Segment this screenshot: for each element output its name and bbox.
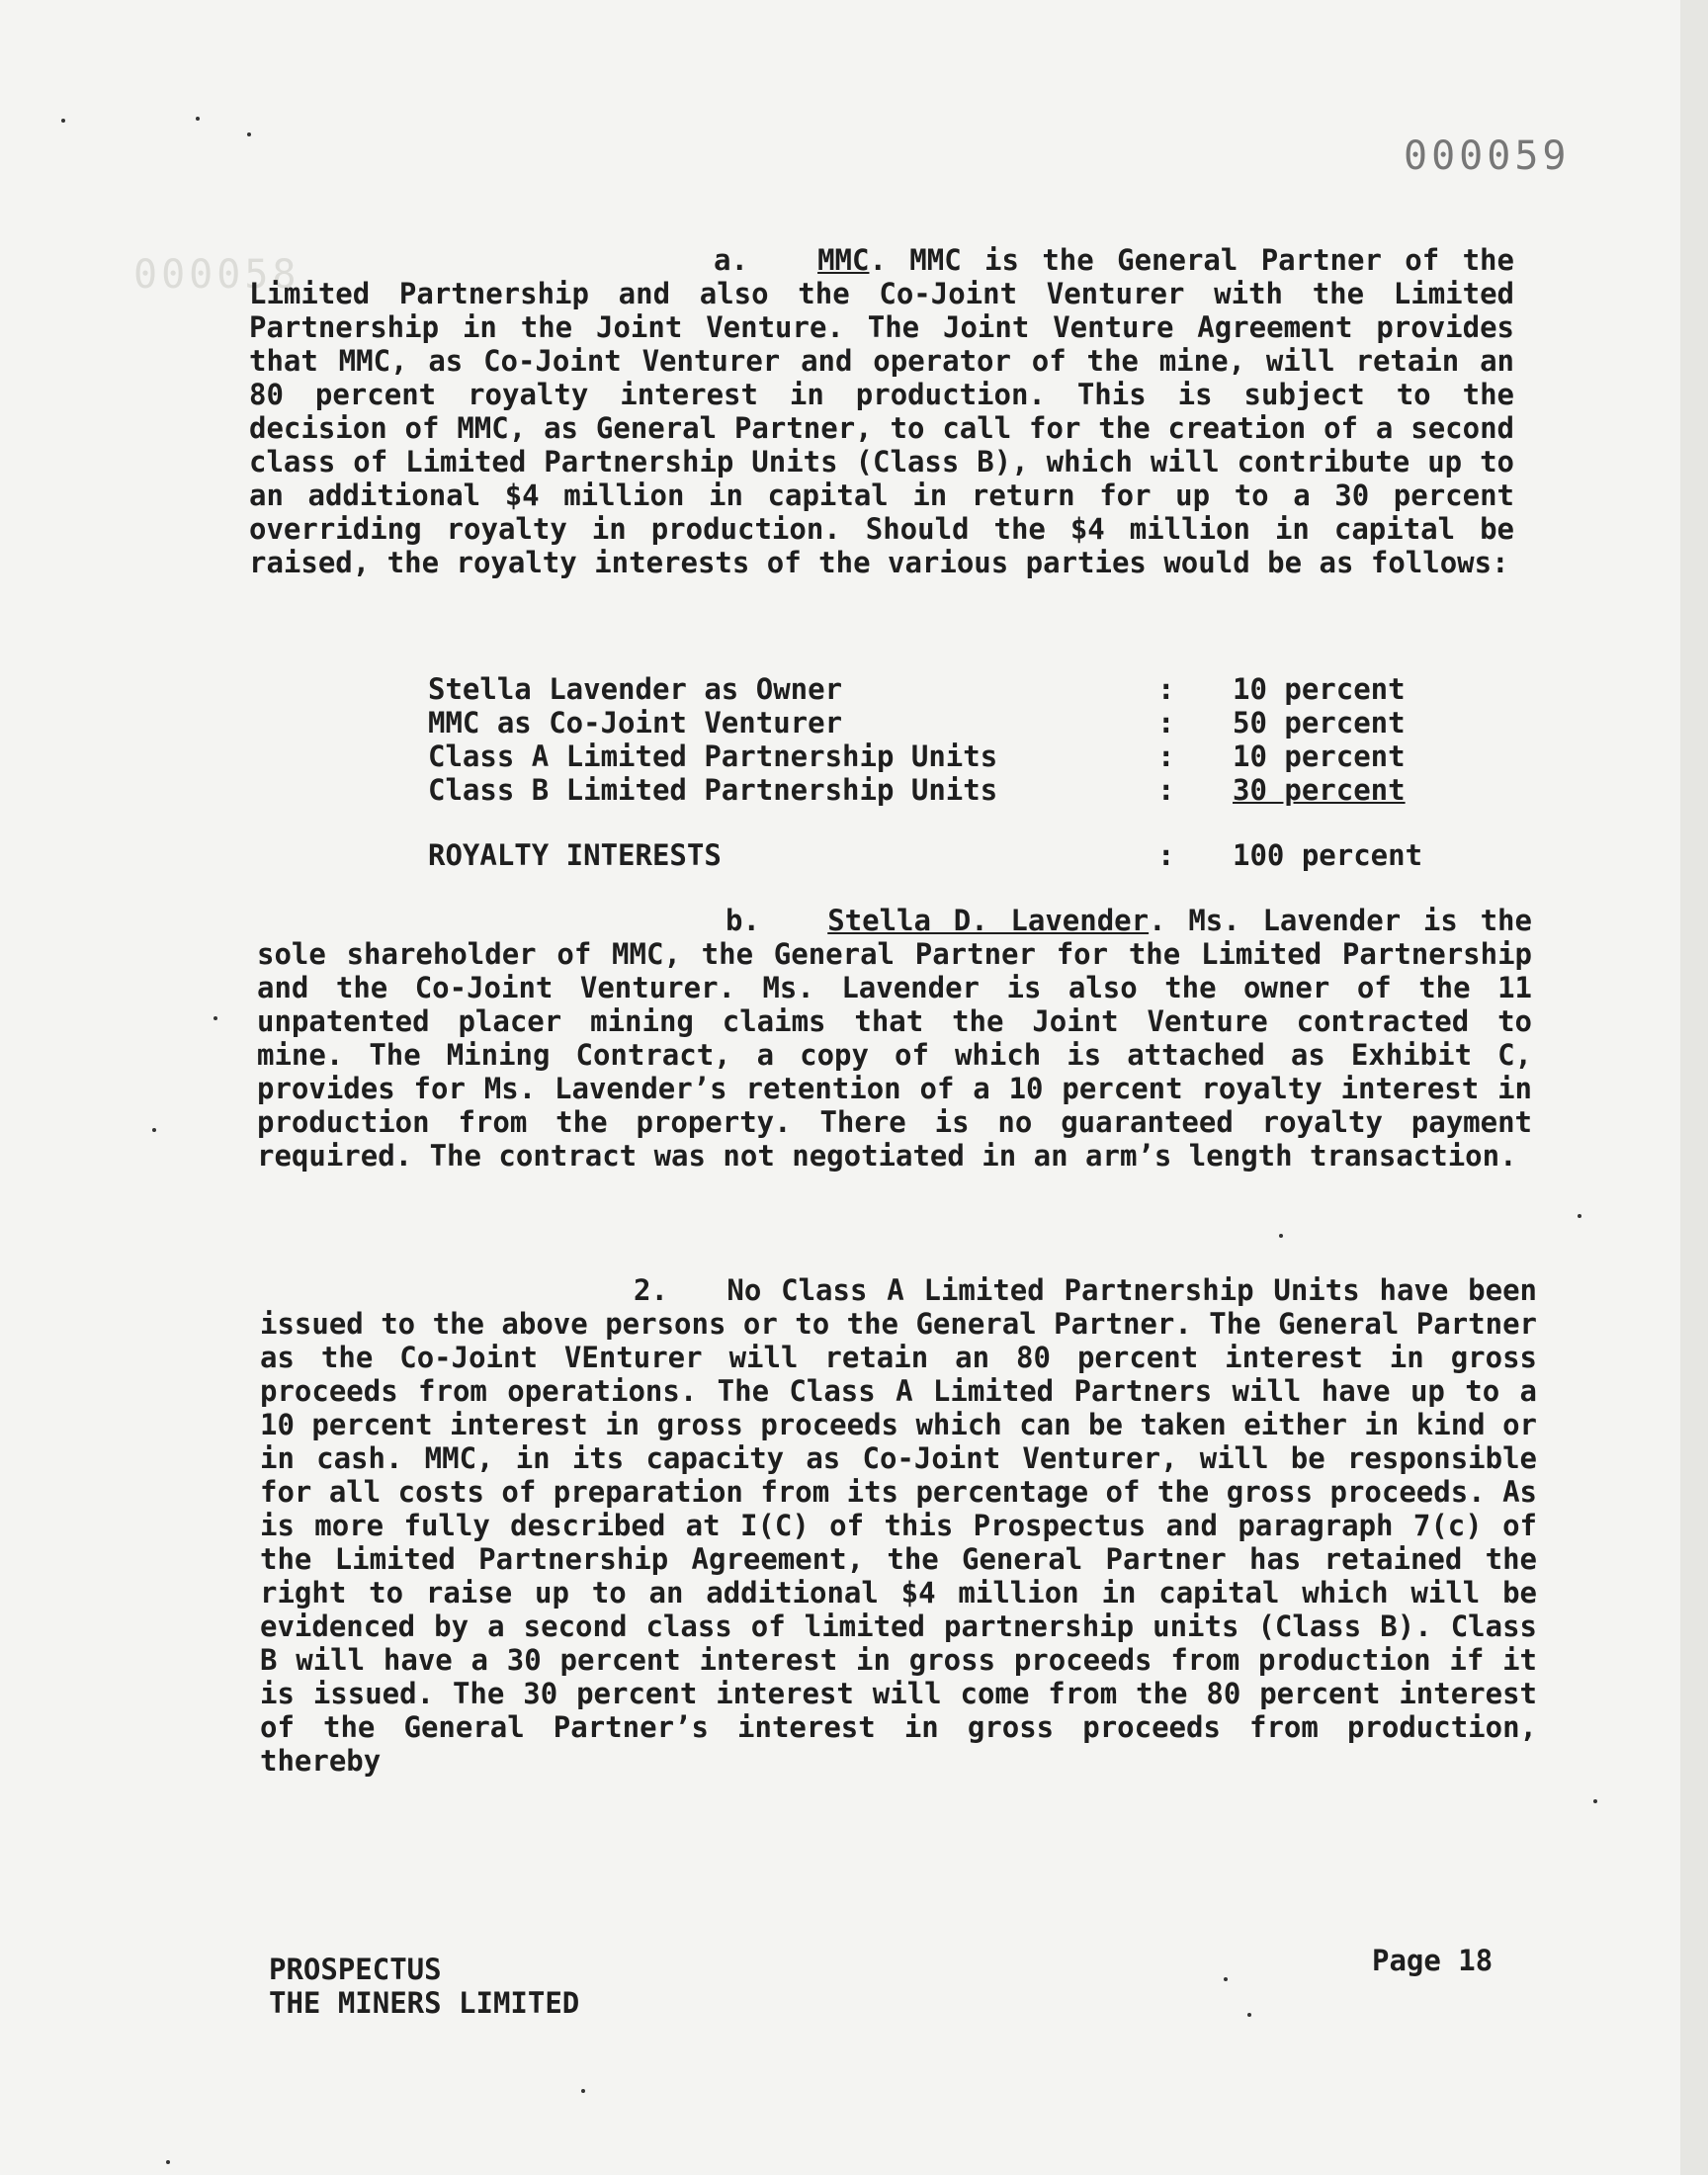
scan-speck [61,119,65,123]
scan-speck [214,1016,217,1020]
paragraph-2-label: 2. [634,1273,668,1307]
bates-number: 000059 [1404,133,1571,179]
scan-speck [166,2160,170,2164]
scan-edge [1680,0,1708,2175]
paragraph-a-heading: MMC [817,243,870,277]
row-value: 50 percent [1233,706,1406,740]
row-separator: : [1157,773,1175,807]
paragraph-b [257,904,1532,1173]
footer-line-1: PROSPECTUS [269,1953,442,1986]
paragraph-b-text: . Ms. Lavender is the sole shareholder of MMC, the General Partner for the Limited Partnership and the Co-Joint Venturer. Ms. Lavender is also the owner of the 11 unpatented placer mining claims that the Joint Venture contracted to mine. The Mining Contract, a copy of which is attached as Exhibit C, provides for Ms. Lavender’s retention of a 10 percent royalty interest in production from the property. There is no guaranteed royalty payment required. The contract was not negotiated in an arm’s length transaction. [257,904,1532,1173]
table-row [428,672,1456,706]
row-value: 10 percent [1233,672,1406,706]
scan-speck [1593,1799,1597,1803]
paragraph-b-label: b. [726,904,760,937]
total-value: 100 percent [1233,838,1423,872]
row-label: Class B Limited Partnership Units [428,773,998,807]
row-value: 30 percent [1233,773,1406,807]
scan-speck [1279,1234,1283,1238]
bleed-through-number: 000058 [133,252,300,298]
scan-speck [1247,2013,1251,2017]
row-separator: : [1157,838,1175,872]
row-separator: : [1157,740,1175,773]
scan-speck [1578,1214,1581,1218]
total-label: ROYALTY INTERESTS [428,838,722,872]
page-number: Page 18 [1372,1944,1494,1977]
scan-speck [152,1128,156,1132]
paragraph-2-text: No Class A Limited Partnership Units have been issued to the above persons or to the General Partner. The General Partner as the Co-Joint VEnturer will retain an 80 percent interest in gross proceeds from operations. The Class A Limited Partners will have up to a 10 percent interest in gross proceeds which can be taken either in kind or in cash. MMC, in its capacity as Co-Joint Venturer, will be responsible for all costs of preparation from its percentage of the gross proceeds. As is more fully described at I(C) of this Prospectus and paragraph 7(c) of the Limited Partnership Agreement, the General Partner has retained the right to raise up to an additional $4 million in capital which will be evidenced by a second class of limited partnership units (Class B). Class B will have a 30 percent interest in gross proceeds from production if it is issued. The 30 percent interest will come from the 80 percent interest of the General Partner’s interest in gross proceeds from production, thereby [260,1273,1538,1778]
row-value: 10 percent [1233,740,1406,773]
row-label: MMC as Co-Joint Venturer [428,706,843,740]
table-row [428,773,1456,807]
scan-speck [196,117,200,121]
row-separator: : [1157,672,1175,706]
paragraph-a-label: a. [714,243,748,277]
scan-speck [247,132,251,136]
row-label: Stella Lavender as Owner [428,672,843,706]
row-label: Class A Limited Partnership Units [428,740,998,773]
paragraph-a-text: . MMC is the General Partner of the Limited Partnership and also the Co-Joint Venturer with the Limited Partnership in the Joint Venture. The Joint Venture Agreement provides that MMC, as Co-Joint Venturer and operator of the mine, will retain an 80 percent royalty interest in production. This is subject to the decision of MMC, as General Partner, to call for the creation of a second class of Limited Partnership Units (Class B), which will contribute up to an additional $4 million in capital in return for up to a 30 percent overriding royalty in production. Should the $4 million in capital be raised, the royalty interests of the various parties would be as follows: [249,243,1514,579]
paragraph-2 [260,1273,1537,1778]
footer-line-2: THE MINERS LIMITED [269,1986,580,2020]
royalty-table [428,672,1456,872]
paragraph-a [249,243,1514,579]
scan-speck [1224,1977,1228,1981]
footer-title [269,1953,579,2020]
table-total-row [428,838,1456,872]
scan-speck [581,2089,585,2093]
table-row [428,740,1456,773]
row-separator: : [1157,706,1175,740]
paragraph-b-heading: Stella D. Lavender [827,904,1150,937]
table-row [428,706,1456,740]
